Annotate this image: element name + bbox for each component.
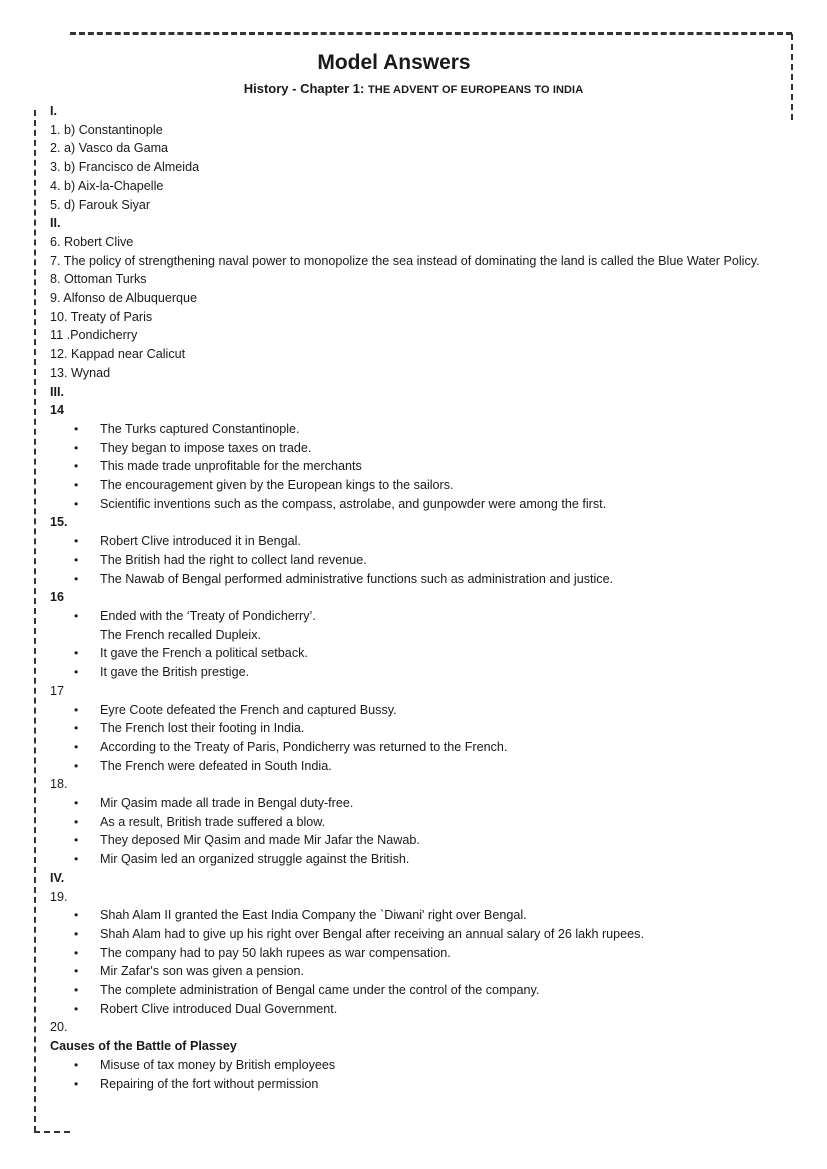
question-heading: Causes of the Battle of Plassey — [50, 1039, 237, 1054]
section-label: I. — [50, 104, 57, 118]
page-border-left — [34, 110, 36, 1132]
page-border-right — [791, 34, 793, 120]
bullet-item: • Mir Qasim made all trade in Bengal duty-free. — [50, 794, 782, 813]
bullet-item: • Robert Clive introduced Dual Government. — [50, 1000, 782, 1019]
answer-line: 11 .Pondicherry — [50, 328, 138, 343]
question-number: 14 — [50, 403, 65, 418]
page-border-top — [70, 32, 792, 35]
page-subtitle — [0, 81, 827, 96]
subtitle-chapter: THE ADVENT OF EUROPEANS TO INDIA — [367, 84, 584, 96]
bullet-item: • They began to impose taxes on trade. — [50, 439, 782, 458]
answer-line: 9. Alfonso de Albuquerque — [50, 291, 198, 306]
page-border-bottom — [34, 1131, 70, 1133]
question-number: 18. — [50, 777, 68, 792]
bullet-item: • This made trade unprofitable for the merchants — [50, 457, 782, 476]
question-number: 15. — [50, 515, 68, 530]
answer-line: 7. The policy of strengthening naval power to monopolize the sea instead of dominating the land is called the Blue Water Policy. — [50, 253, 760, 268]
bullet-list — [50, 420, 782, 514]
bullet-list — [50, 906, 782, 1018]
answer-line: 10. Treaty of Paris — [50, 309, 153, 324]
bullet-text: Ended with the ‘Treaty of Pondicherry’. — [100, 608, 316, 623]
bullet-item: • The company had to pay 50 lakh rupees as war compensation. — [50, 944, 782, 963]
question-number: 17 — [50, 683, 65, 698]
section-label: IV. — [50, 870, 65, 885]
answer-line: 5. d) Farouk Siyar — [50, 197, 151, 212]
answer-line: 12. Kappad near Calicut — [50, 347, 186, 362]
bullet-item: • The complete administration of Bengal came under the control of the company. — [50, 981, 782, 1000]
question-number: 16 — [50, 590, 65, 605]
bullet-item: • Scientific inventions such as the compass, astrolabe, and gunpowder were among the first. — [50, 495, 782, 514]
question-number: 19. — [50, 889, 68, 904]
bullet-list — [50, 607, 782, 682]
bullet-item: • The French were defeated in South India. — [50, 757, 782, 776]
bullet-item: • Mir Qasim led an organized struggle against the British. — [50, 850, 782, 869]
bullet-item: • Mir Zafar's son was given a pension. — [50, 962, 782, 981]
page-title: Model Answers — [317, 51, 471, 74]
bullet-item: • It gave the British prestige. — [50, 663, 782, 682]
answer-line: 1. b) Constantinople — [50, 122, 163, 137]
bullet-item: • The Turks captured Constantinople. — [50, 420, 782, 439]
answer-line: 3. b) Francisco de Almeida — [50, 160, 200, 175]
bullet-item — [50, 607, 782, 644]
bullet-item: • The British had the right to collect land revenue. — [50, 551, 782, 570]
bullet-list — [50, 701, 782, 776]
bullet-item: • The Nawab of Bengal performed administrative functions such as administration and justice. — [50, 570, 782, 589]
answer-line: 2. a) Vasco da Gama — [50, 141, 169, 156]
subtitle-prefix: History - Chapter 1: — [243, 81, 368, 96]
answer-content — [50, 102, 782, 1093]
bullet-list — [50, 794, 782, 869]
bullet-item: • Repairing of the fort without permission — [50, 1075, 782, 1094]
bullet-item: • Shah Alam II granted the East India Company the `Diwani' right over Bengal. — [50, 906, 782, 925]
bullet-item: • The encouragement given by the European kings to the sailors. — [50, 476, 782, 495]
answer-line: 13. Wynad — [50, 365, 111, 380]
section-label: II. — [50, 216, 61, 231]
bullet-item: • They deposed Mir Qasim and made Mir Jafar the Nawab. — [50, 831, 782, 850]
bullet-item: • Robert Clive introduced it in Bengal. — [50, 532, 782, 551]
bullet-continuation: The French recalled Dupleix. — [100, 627, 261, 642]
bullet-list — [50, 532, 782, 588]
bullet-item: • It gave the French a political setback. — [50, 644, 782, 663]
section-label: III. — [50, 384, 64, 399]
bullet-item: • As a result, British trade suffered a blow. — [50, 813, 782, 832]
question-number: 20. — [50, 1020, 68, 1035]
answer-line: 4. b) Aix-la-Chapelle — [50, 178, 164, 193]
bullet-item: • According to the Treaty of Paris, Pondicherry was returned to the French. — [50, 738, 782, 757]
bullet-item: • Eyre Coote defeated the French and captured Bussy. — [50, 701, 782, 720]
bullet-item: • The French lost their footing in India. — [50, 719, 782, 738]
answer-line: 6. Robert Clive — [50, 234, 134, 249]
answer-line: 8. Ottoman Turks — [50, 272, 147, 287]
bullet-list — [50, 1056, 782, 1093]
bullet-item: • Shah Alam had to give up his right over Bengal after receiving an annual salary of 26 lakh rupees. — [50, 925, 782, 944]
bullet-item: • Misuse of tax money by British employees — [50, 1056, 782, 1075]
